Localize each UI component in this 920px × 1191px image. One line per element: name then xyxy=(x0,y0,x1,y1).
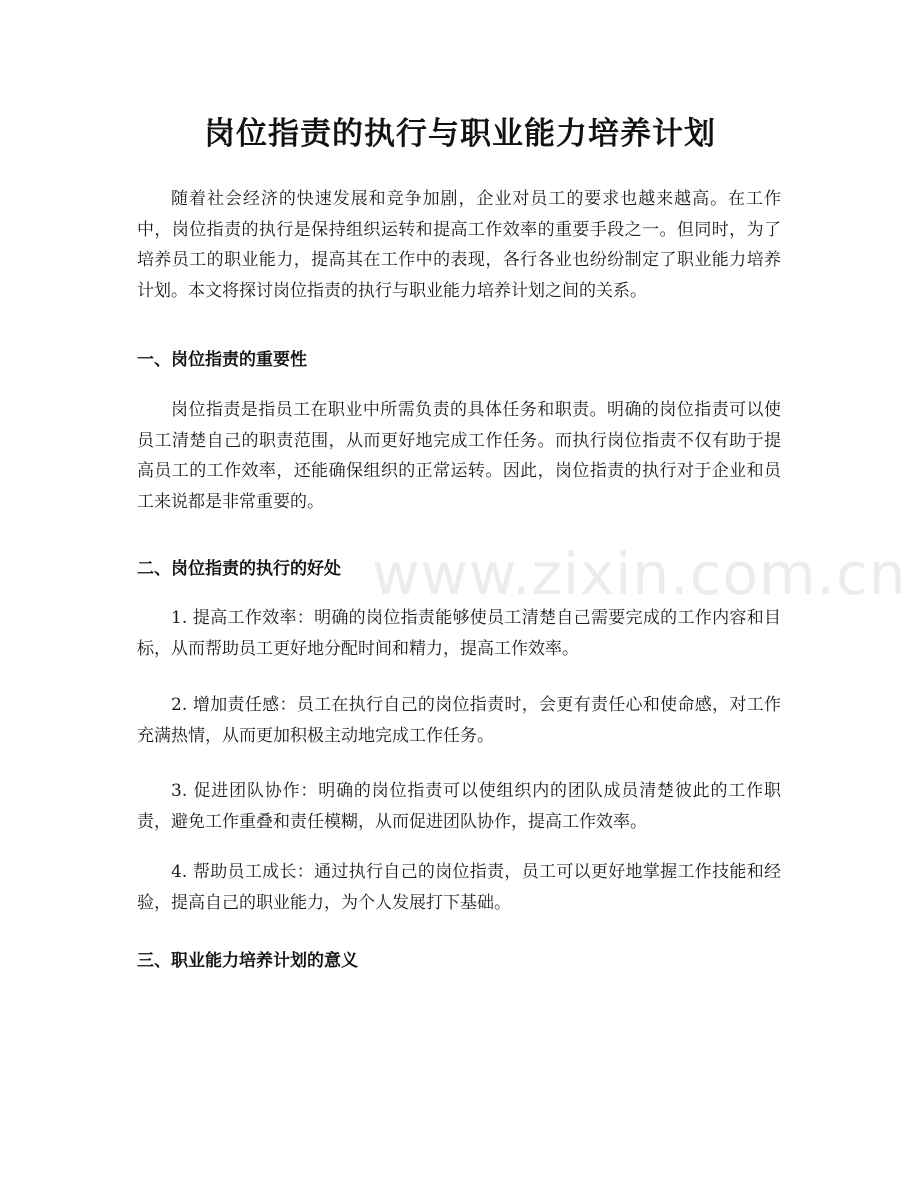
section-heading-3: 三、职业能力培养计划的意义 xyxy=(137,951,358,971)
watermark: www.zixin.com.cn xyxy=(372,540,907,608)
section-2-item-2: 2. 增加责任感：员工在执行自己的岗位指责时，会更有责任心和使命感，对工作充满热情，从而更加积极主动地完成工作任务。 xyxy=(137,695,781,746)
section-heading-2: 二、岗位指责的执行的好处 xyxy=(137,559,341,579)
intro-paragraph: 随着社会经济的快速发展和竞争加剧，企业对员工的要求也越来越高。在工作中，岗位指责的执行是保持组织运转和提高工作效率的重要手段之一。但同时，为了培养员工的职业能力，提高其在工作中的表现，各行各业也纷纷制定了职业能力培养计划。本文将探讨岗位指责的执行与职业能力培养计划之间的关系。 xyxy=(137,189,781,301)
section-heading-1: 一、岗位指责的重要性 xyxy=(137,350,307,370)
page-title: 岗位指责的执行与职业能力培养计划 xyxy=(204,116,716,152)
section-1-paragraph-1: 岗位指责是指员工在职业中所需负责的具体任务和职责。明确的岗位指责可以使员工清楚自己的职责范围，从而更好地完成工作任务。而执行岗位指责不仅有助于提高员工的工作效率，还能确保组织的正常运转。因此，岗位指责的执行对于企业和员工来说都是非常重要的。 xyxy=(137,400,781,512)
section-2-item-1: 1. 提高工作效率：明确的岗位指责能够使员工清楚自己需要完成的工作内容和目标，从而帮助员工更好地分配时间和精力，提高工作效率。 xyxy=(137,608,781,659)
section-2-item-4: 4. 帮助员工成长：通过执行自己的岗位指责，员工可以更好地掌握工作技能和经验，提高自己的职业能力，为个人发展打下基础。 xyxy=(137,862,781,913)
section-2-item-3: 3. 促进团队协作：明确的岗位指责可以使组织内的团队成员清楚彼此的工作职责，避免工作重叠和责任模糊，从而促进团队协作，提高工作效率。 xyxy=(137,781,781,832)
